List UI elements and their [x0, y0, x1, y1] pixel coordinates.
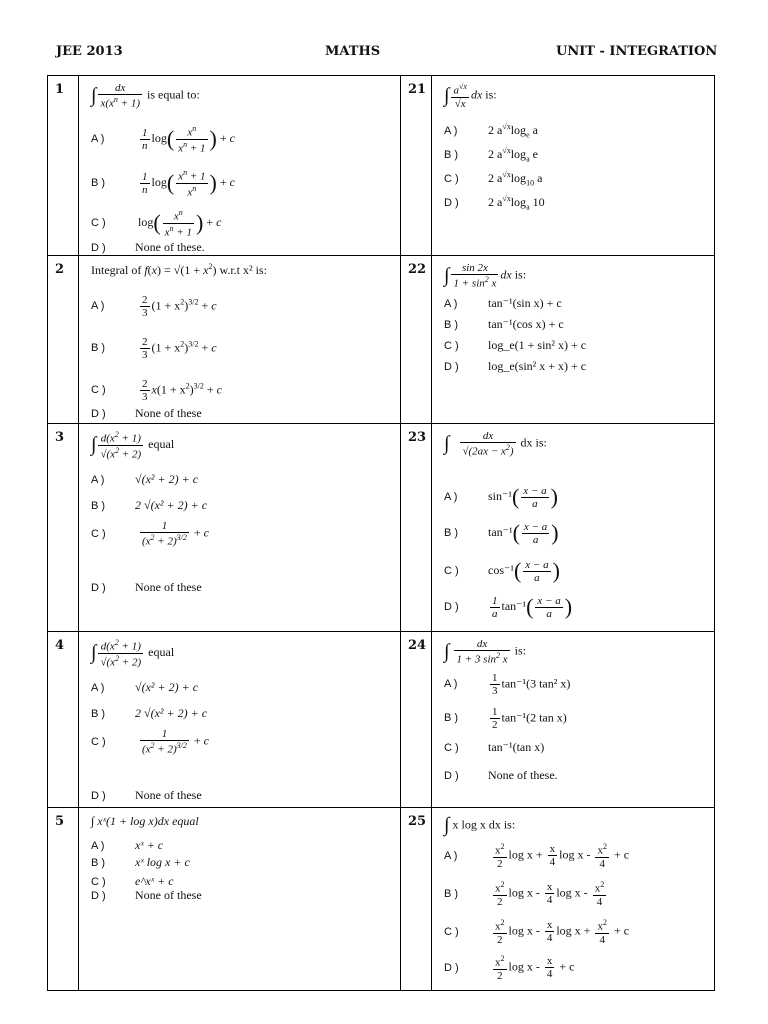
option-c: C ) log( $\frac{x^n}{x^n + 1}$ ) + c	[91, 208, 222, 239]
question-24	[432, 632, 715, 808]
question-3	[79, 424, 401, 632]
header-exam: JEE 2013	[56, 44, 123, 59]
option-b: B ) $\frac{1}{n}$ log( $\frac{x^n + 1}{x^n}$ ) + c	[91, 168, 235, 199]
option-c: C ) e^xˣ + c	[91, 874, 174, 888]
option-b: B ) $\frac{x^2}{2}$ log x - $\frac{x}{4}$ log x - $\frac{x^2}{4}$	[444, 880, 605, 908]
option-c: C ) $\frac{x^2}{2}$ log x - $\frac{x}{4}$ log x + $\frac{x^2}{4}$ + c	[444, 918, 630, 946]
option-b: B ) 2 √(x² + 2) + c	[91, 706, 208, 720]
question-stem: ∫ $\frac{a^{√x}}{√x}$ dx is:	[444, 82, 497, 110]
question-22	[432, 256, 715, 424]
option-c: C ) cos⁻¹( $\frac{x - a}{a}$ )	[444, 558, 560, 584]
option-d: D ) None of these.	[444, 768, 558, 782]
option-c: C ) $\frac{1}{(x^2 + 2)^{3/2}}$ + c	[91, 520, 209, 548]
option-a: A ) $\frac{1}{n}$ log( $\frac{x^n}{x^n + 1}$ ) + c	[91, 124, 235, 155]
question-number: 23	[401, 424, 432, 632]
table-row	[48, 424, 715, 632]
question-number: 22	[401, 256, 432, 424]
question-stem: ∫ $\frac{\sin 2x}{1 + \sin^2 x}$ dx is:	[444, 262, 527, 290]
option-a: A ) $\frac{2}{3}$ $(1 + x^2)^{3/2} + c$	[91, 294, 217, 319]
option-d: D ) None of these.	[91, 240, 205, 254]
question-stem: Integral of $f(x) = √(1 + x^2)$ w.r.t x² is:	[91, 262, 267, 277]
option-d: D ) None of these	[91, 580, 202, 594]
option-a: A ) 2 $a^{√x}\log_e$ a	[444, 122, 538, 140]
question-2	[79, 256, 401, 424]
option-a: A ) $\frac{x^2}{2}$ log x + $\frac{x}{4}$ log x - $\frac{x^2}{4}$ + c	[444, 842, 630, 870]
option-d: D ) None of these	[91, 406, 202, 420]
header-unit: UNIT - INTEGRATION	[556, 44, 718, 59]
question-25	[432, 808, 715, 991]
option-a: A ) √(x² + 2) + c	[91, 472, 199, 486]
question-number: 2	[48, 256, 79, 424]
header-subject: MATHS	[325, 44, 381, 59]
question-4	[79, 632, 401, 808]
question-number: 1	[48, 76, 79, 256]
option-c: C ) $\frac{2}{3}$ $x(1 + x^2)^{3/2} + c$	[91, 378, 222, 403]
question-stem: ∫ $\frac{d(x^2 + 1)}{√(x^2 + 2)}$ equal	[91, 638, 175, 669]
table-row	[48, 808, 715, 991]
option-b: B ) 2 √(x² + 2) + c	[91, 498, 208, 512]
option-d: D ) None of these	[91, 888, 202, 902]
question-23	[432, 424, 715, 632]
option-c: C ) log_e(1 + sin² x) + c	[444, 338, 587, 352]
option-c: C ) tan⁻¹(tan x)	[444, 740, 545, 754]
option-d: D ) $\frac{1}{a}$ tan⁻¹( $\frac{x - a}{a}$ )	[444, 594, 573, 620]
question-stem: ∫ xˣ(1 + log x)dx equal	[91, 814, 199, 828]
option-b: B ) $\frac{1}{2}$ tan⁻¹(2 tan x)	[444, 706, 567, 731]
question-stem: ∫ $\frac{d(x^2 + 1)}{√(x^2 + 2)}$ equal	[91, 430, 175, 461]
question-number: 3	[48, 424, 79, 632]
table-row	[48, 76, 715, 256]
question-21	[432, 76, 715, 256]
option-a: A ) xˣ + c	[91, 838, 164, 852]
option-b: B ) $\frac{2}{3}$ $(1 + x^2)^{3/2} + c$	[91, 336, 217, 361]
question-stem: ∫ $\frac{dx}{x(x^n + 1)}$ is equal to:	[91, 82, 200, 110]
option-a: A ) sin⁻¹( $\frac{x - a}{a}$ )	[444, 484, 558, 510]
option-c: C ) $\frac{1}{(x^2 + 2)^{3/2}}$ + c	[91, 728, 209, 756]
question-number: 21	[401, 76, 432, 256]
question-1	[79, 76, 401, 256]
option-b: B ) xˣ log x + c	[91, 855, 190, 869]
stem-text: is equal to:	[147, 87, 200, 102]
question-number: 4	[48, 632, 79, 808]
option-c: C ) 2 $a^{√x}\log_{10}$ a	[444, 170, 543, 188]
option-b: B ) tan⁻¹(cos x) + c	[444, 317, 564, 331]
option-d: D ) $\frac{x^2}{2}$ log x - $\frac{x}{4}$ + c	[444, 954, 575, 982]
question-5	[79, 808, 401, 991]
option-d: D ) None of these	[91, 788, 202, 802]
option-a: A ) √(x² + 2) + c	[91, 680, 199, 694]
table-row	[48, 632, 715, 808]
option-d: D ) 2 $a^{√x}\log_a$ 10	[444, 194, 545, 212]
option-b: B ) tan⁻¹( $\frac{x - a}{a}$ )	[444, 520, 559, 546]
option-b: B ) 2 $a^{√x}\log_a$ e	[444, 146, 538, 164]
option-d: D ) log_e(sin² x + x) + c	[444, 359, 587, 373]
table-row	[48, 256, 715, 424]
question-stem: ∫ $\frac{dx}{1 + 3 \sin^2 x}$ is:	[444, 638, 526, 666]
option-a: A ) tan⁻¹(sin x) + c	[444, 296, 562, 310]
option-a: A ) $\frac{1}{3}$ tan⁻¹(3 tan² x)	[444, 672, 571, 697]
question-number: 24	[401, 632, 432, 808]
question-stem: ∫ x log x dx is:	[444, 814, 516, 836]
question-number: 5	[48, 808, 79, 991]
question-grid	[47, 75, 715, 991]
question-stem: ∫ $\frac{dx}{√(2ax - x^2)}$ dx is:	[444, 430, 547, 458]
question-number: 25	[401, 808, 432, 991]
